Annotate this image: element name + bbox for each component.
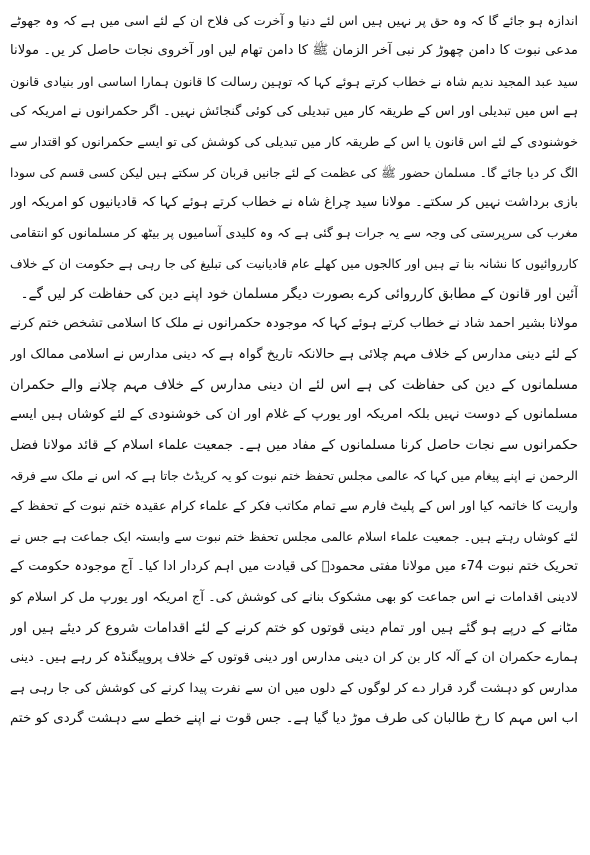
- text-line: اندازہ ہو جائے گا کہ وہ حق پر نہیں ہیں اس لئے دنیا و آخرت کی فلاح ان کے لئے اسی میں ہے کہ وہ جھوٹے: [10, 13, 578, 28]
- text-line: حکمرانوں سے نجات حاصل کرنا مسلمانوں کے مفاد میں ہے۔ جمعیت علماء اسلام کے قائد مولانا فضل: [10, 437, 578, 453]
- text-line: آئین اور قانون کے مطابق کارروائی کرے بصورت دیگر مسلمان خود اپنے دین کی حفاظت کر لیں گے۔: [20, 286, 578, 303]
- text-line: سید عبد المجید ندیم شاہ نے خطاب کرتے ہوئے کہا کہ توہین رسالت کا قانون ہمارا اساسی اور بنیادی قانون: [10, 73, 578, 89]
- text-line: بازی برداشت نہیں کر سکتے۔ مولانا سید چراغ شاہ نے خطاب کرتے ہوئے کہا کہ قادیانیوں کو امریکہ اور: [10, 195, 578, 211]
- text-line: اب اس مہم کا رخ طالبان کی طرف موڑ دیا گیا ہے۔ جس قوت نے اپنے خطے سے دہشت گردی کو ختم: [10, 710, 578, 726]
- text-line: مدارس کو دہشت گرد قرار دے کر لوگوں کے دلوں میں ان سے نفرت پیدا کرنے کی کوشش کی جا رہی ہے: [10, 680, 578, 696]
- text-line: مسلمانوں کے دین کی حفاظت کی ہے اس لئے ان دینی مدارس کے خلاف مہم چلانے والے حکمران: [10, 377, 578, 394]
- text-line: ہے اس میں تبدیلی اور اس کے طریقہ کار میں تبدیلی کی کوئی گنجائش نہیں۔ اگر حکمرانوں نے امریکہ کی: [10, 104, 578, 120]
- text-line: مسلمانوں کے دوست نہیں بلکہ امریکہ اور یورپ کے غلام اور ان کی خوشنودی کے لئے کوشاں ہیں ایسے: [10, 407, 578, 423]
- text-line: تحریک ختم نبوت 74ء میں مولانا مفتی محمودؒ کی قیادت میں اہم کردار ادا کیا۔ آج موجودہ حکومت کے: [10, 559, 578, 575]
- text-line: لادینی اقدامات نے اس جماعت کو بھی مشکوک بنانے کی کوشش کی۔ آج امریکہ اور یورپ مل کر اسلام کو: [10, 589, 578, 605]
- text-line: لئے کوشاں رہتے ہیں۔ جمعیت علماء اسلام عالمی مجلس تحفظ ختم نبوت سے وابستہ ایک جماعت ہے جس نے: [10, 528, 578, 544]
- text-line: خوشنودی کے لئے اس قانون یا اس کے طریقہ کار میں تبدیلی کی کوشش کی تو ایسے حکمرانوں کو اقتدار سے: [10, 134, 578, 150]
- text-line: مولانا بشیر احمد شاد نے خطاب کرتے ہوئے کہا کہ موجودہ حکمرانوں نے ملک کا اسلامی تشخص ختم کرنے: [10, 316, 578, 332]
- text-line: الرحمن نے اپنے پیغام میں کہا کہ عالمی مجلس تحفظ ختم نبوت کو یہ کریڈٹ جاتا ہے کہ اس نے ملک سے فرقہ: [10, 468, 578, 484]
- text-line: مٹانے کے درپے ہو گئے ہیں اور تمام دینی قوتوں کو ختم کرنے کے لئے اقدامات شروع کر دیئے ہیں اور: [10, 619, 578, 636]
- text-line: واریت کا خاتمہ کیا اور اس کے پلیٹ فارم سے تمام مکاتب فکر کے علماء کرام عقیدہ ختم نبوت کے تحفظ کے: [10, 498, 578, 514]
- text-line: کارروائیوں کا نشانہ بنا تے ہیں اور کالجوں میں کھلے عام قادیانیت کی تبلیغ کی جا رہی ہے حکومت ان کے خلاف: [10, 256, 578, 271]
- text-line: کے لئے دینی مدارس کے خلاف مہم چلائی ہے حالانکہ تاریخ گواہ ہے کہ دینی مدارس نے اسلامی ممالک اور: [10, 346, 578, 362]
- text-line: ہمارے حکمران ان کے آلہ کار بن کر ان دینی مدارس اور دینی قوتوں کے خلاف پروپیگنڈہ کر رہے ہیں۔ دینی: [10, 650, 578, 666]
- article-body: [10, 6, 578, 734]
- text-line: مغرب کی سرپرستی کی وجہ سے یہ جرات ہو گئی ہے کہ وہ کلیدی آسامیوں پر بیٹھ کر مسلمانوں کو انتقامی: [10, 225, 578, 241]
- text-line: مدعی نبوت کا دامن چھوڑ کر نبی آخر الزمان ﷺ کا دامن تھام لیں اور آخروی نجات حاصل کر یں۔ مولانا: [10, 43, 578, 59]
- text-line: الگ کر دیا جائے گا۔ مسلمان حضور ﷺ کی عظمت کے لئے جانیں قربان کر سکتے ہیں لیکن کسی قسم کی سودا: [10, 165, 578, 180]
